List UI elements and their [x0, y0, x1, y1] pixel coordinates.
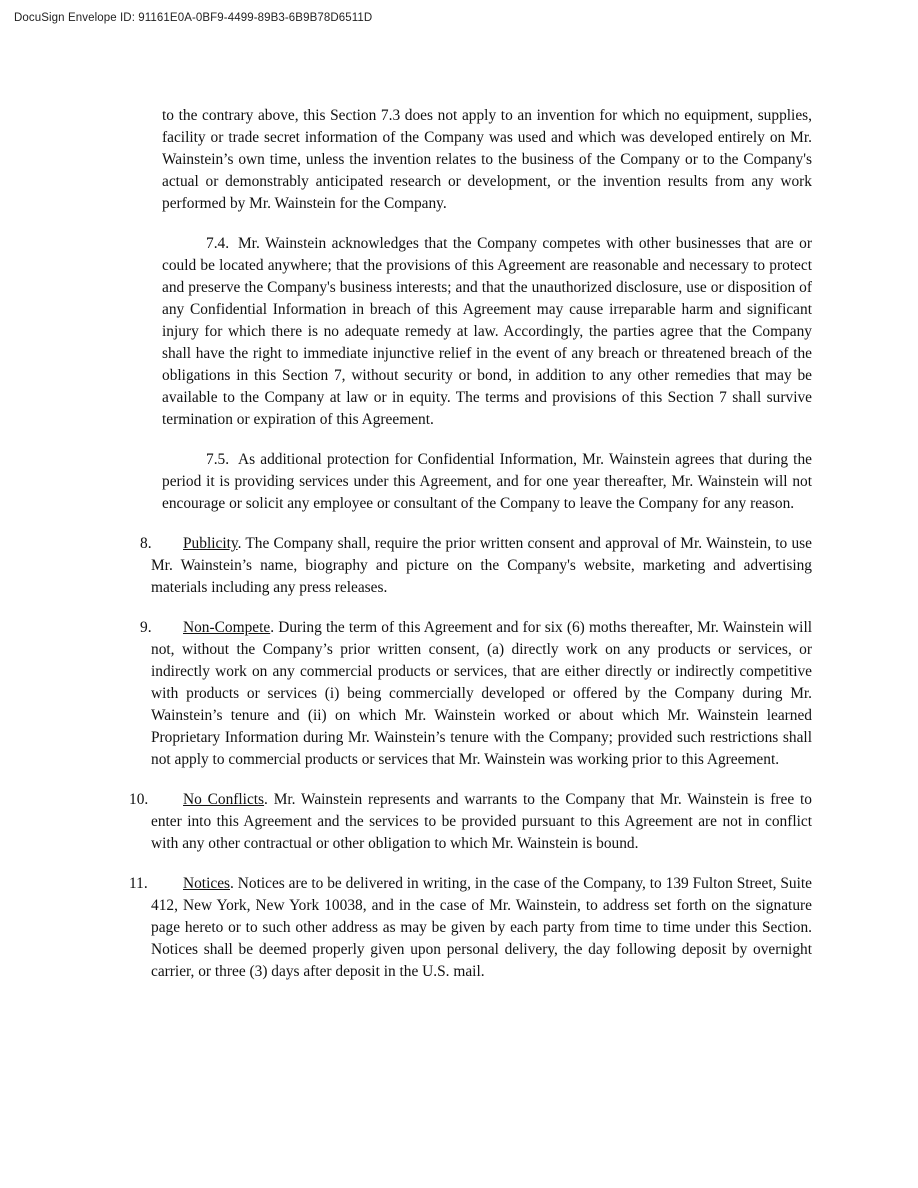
section-11-notices	[129, 873, 812, 983]
paragraph-text: . Mr. Wainstein represents and warrants to the Company that Mr. Wainstein is free to enter into this Agreement and the services to be provided pursuant to this Agreement are not in conflict with any other contractual or other obligation to which Mr. Wainstein is bound.	[151, 791, 812, 852]
section-9-non-compete	[140, 617, 812, 771]
section-heading-wrap	[183, 791, 264, 808]
paragraph-text: As additional protection for Confidential Information, Mr. Wainstein agrees that during the period it is providing services under this Agreement, and for one year thereafter, Mr. Wainstein will not encourage or solicit any employee or consultant of the Company to leave the Company for any reason.	[162, 451, 812, 512]
section-7-3-continuation	[140, 105, 812, 215]
section-8-publicity	[140, 533, 812, 599]
section-heading-wrap	[183, 875, 230, 892]
section-10-no-conflicts	[129, 789, 812, 855]
section-heading: Notices	[183, 875, 231, 892]
docusign-envelope-id: DocuSign Envelope ID: 91161E0A-0BF9-4499-89B3-6B9B78D6511D	[14, 12, 373, 24]
section-heading: No Conflicts	[183, 791, 265, 808]
subsection-number: 7.5.	[206, 451, 230, 468]
section-number: 9.	[140, 619, 152, 636]
paragraph-text: . During the term of this Agreement and for six (6) moths thereafter, Mr. Wainstein will not, without the Company’s prior written consent, (a) directly work on any products or services, or indirectly work on any commercial products or services, that are either directly or indirectly competitive with products or services (i) being commercially developed or offered by the Company during Mr. Wainstein’s tenure and (ii) on which Mr. Wainstein worked or about which Mr. Wainstein learned Proprietary Information during Mr. Wainstein’s tenure with the Company; provided such restrictions shall not apply to commercial products or services that Mr. Wainstein was working prior to this Agreement.	[151, 619, 812, 768]
paragraph-text: . Notices are to be delivered in writing, in the case of the Company, to 139 Fulton Street, Suite 412, New York, New York 10038, and in the case of Mr. Wainstein, to address set forth on the signature page hereto or to such other address as may be given by each party from time to time under this Section. Notices shall be deemed properly given upon personal delivery, the day following deposit by overnight carrier, or three (3) days after deposit in the U.S. mail.	[151, 875, 812, 980]
section-number: 10.	[129, 791, 149, 808]
paragraph-text: Mr. Wainstein acknowledges that the Company competes with other businesses that are or could be located anywhere; that the provisions of this Agreement are reasonable and necessary to protect and preserve the Company's business interests; and that the unauthorized disclosure, use or disposition of any Confidential Information in breach of this Agreement may cause irreparable harm and significant injury for which there is no adequate remedy at law. Accordingly, the parties agree that the Company shall have the right to immediate injunctive relief in the event of any breach or threatened breach of the obligations in this Section 7, without security or bond, in addition to any other remedies that may be available to the Company at law or in equity. The terms and provisions of this Section 7 shall survive termination or expiration of this Agreement.	[162, 235, 812, 428]
subsection-7-5	[140, 449, 812, 515]
subsection-number: 7.4.	[206, 235, 230, 252]
section-number: 8.	[140, 535, 152, 552]
section-heading-wrap	[183, 619, 270, 636]
section-heading: Publicity	[183, 535, 238, 552]
paragraph-text: . The Company shall, require the prior written consent and approval of Mr. Wainstein, to use Mr. Wainstein’s name, biography and picture on the Company's website, marketing and advertising materials including any press releases.	[151, 535, 812, 596]
paragraph-text: to the contrary above, this Section 7.3 does not apply to an invention for which no equipment, supplies, facility or trade secret information of the Company was used and which was developed entirely on Mr. Wainstein’s own time, unless the invention relates to the business of the Company or to the Company's actual or demonstrably anticipated research or development, or the invention results from any work performed by Mr. Wainstein for the Company.	[162, 107, 812, 212]
section-heading-wrap	[183, 535, 238, 552]
section-number: 11.	[129, 875, 148, 892]
document-body	[129, 105, 812, 1001]
subsection-7-4	[140, 233, 812, 431]
section-heading: Non-Compete	[183, 619, 271, 636]
